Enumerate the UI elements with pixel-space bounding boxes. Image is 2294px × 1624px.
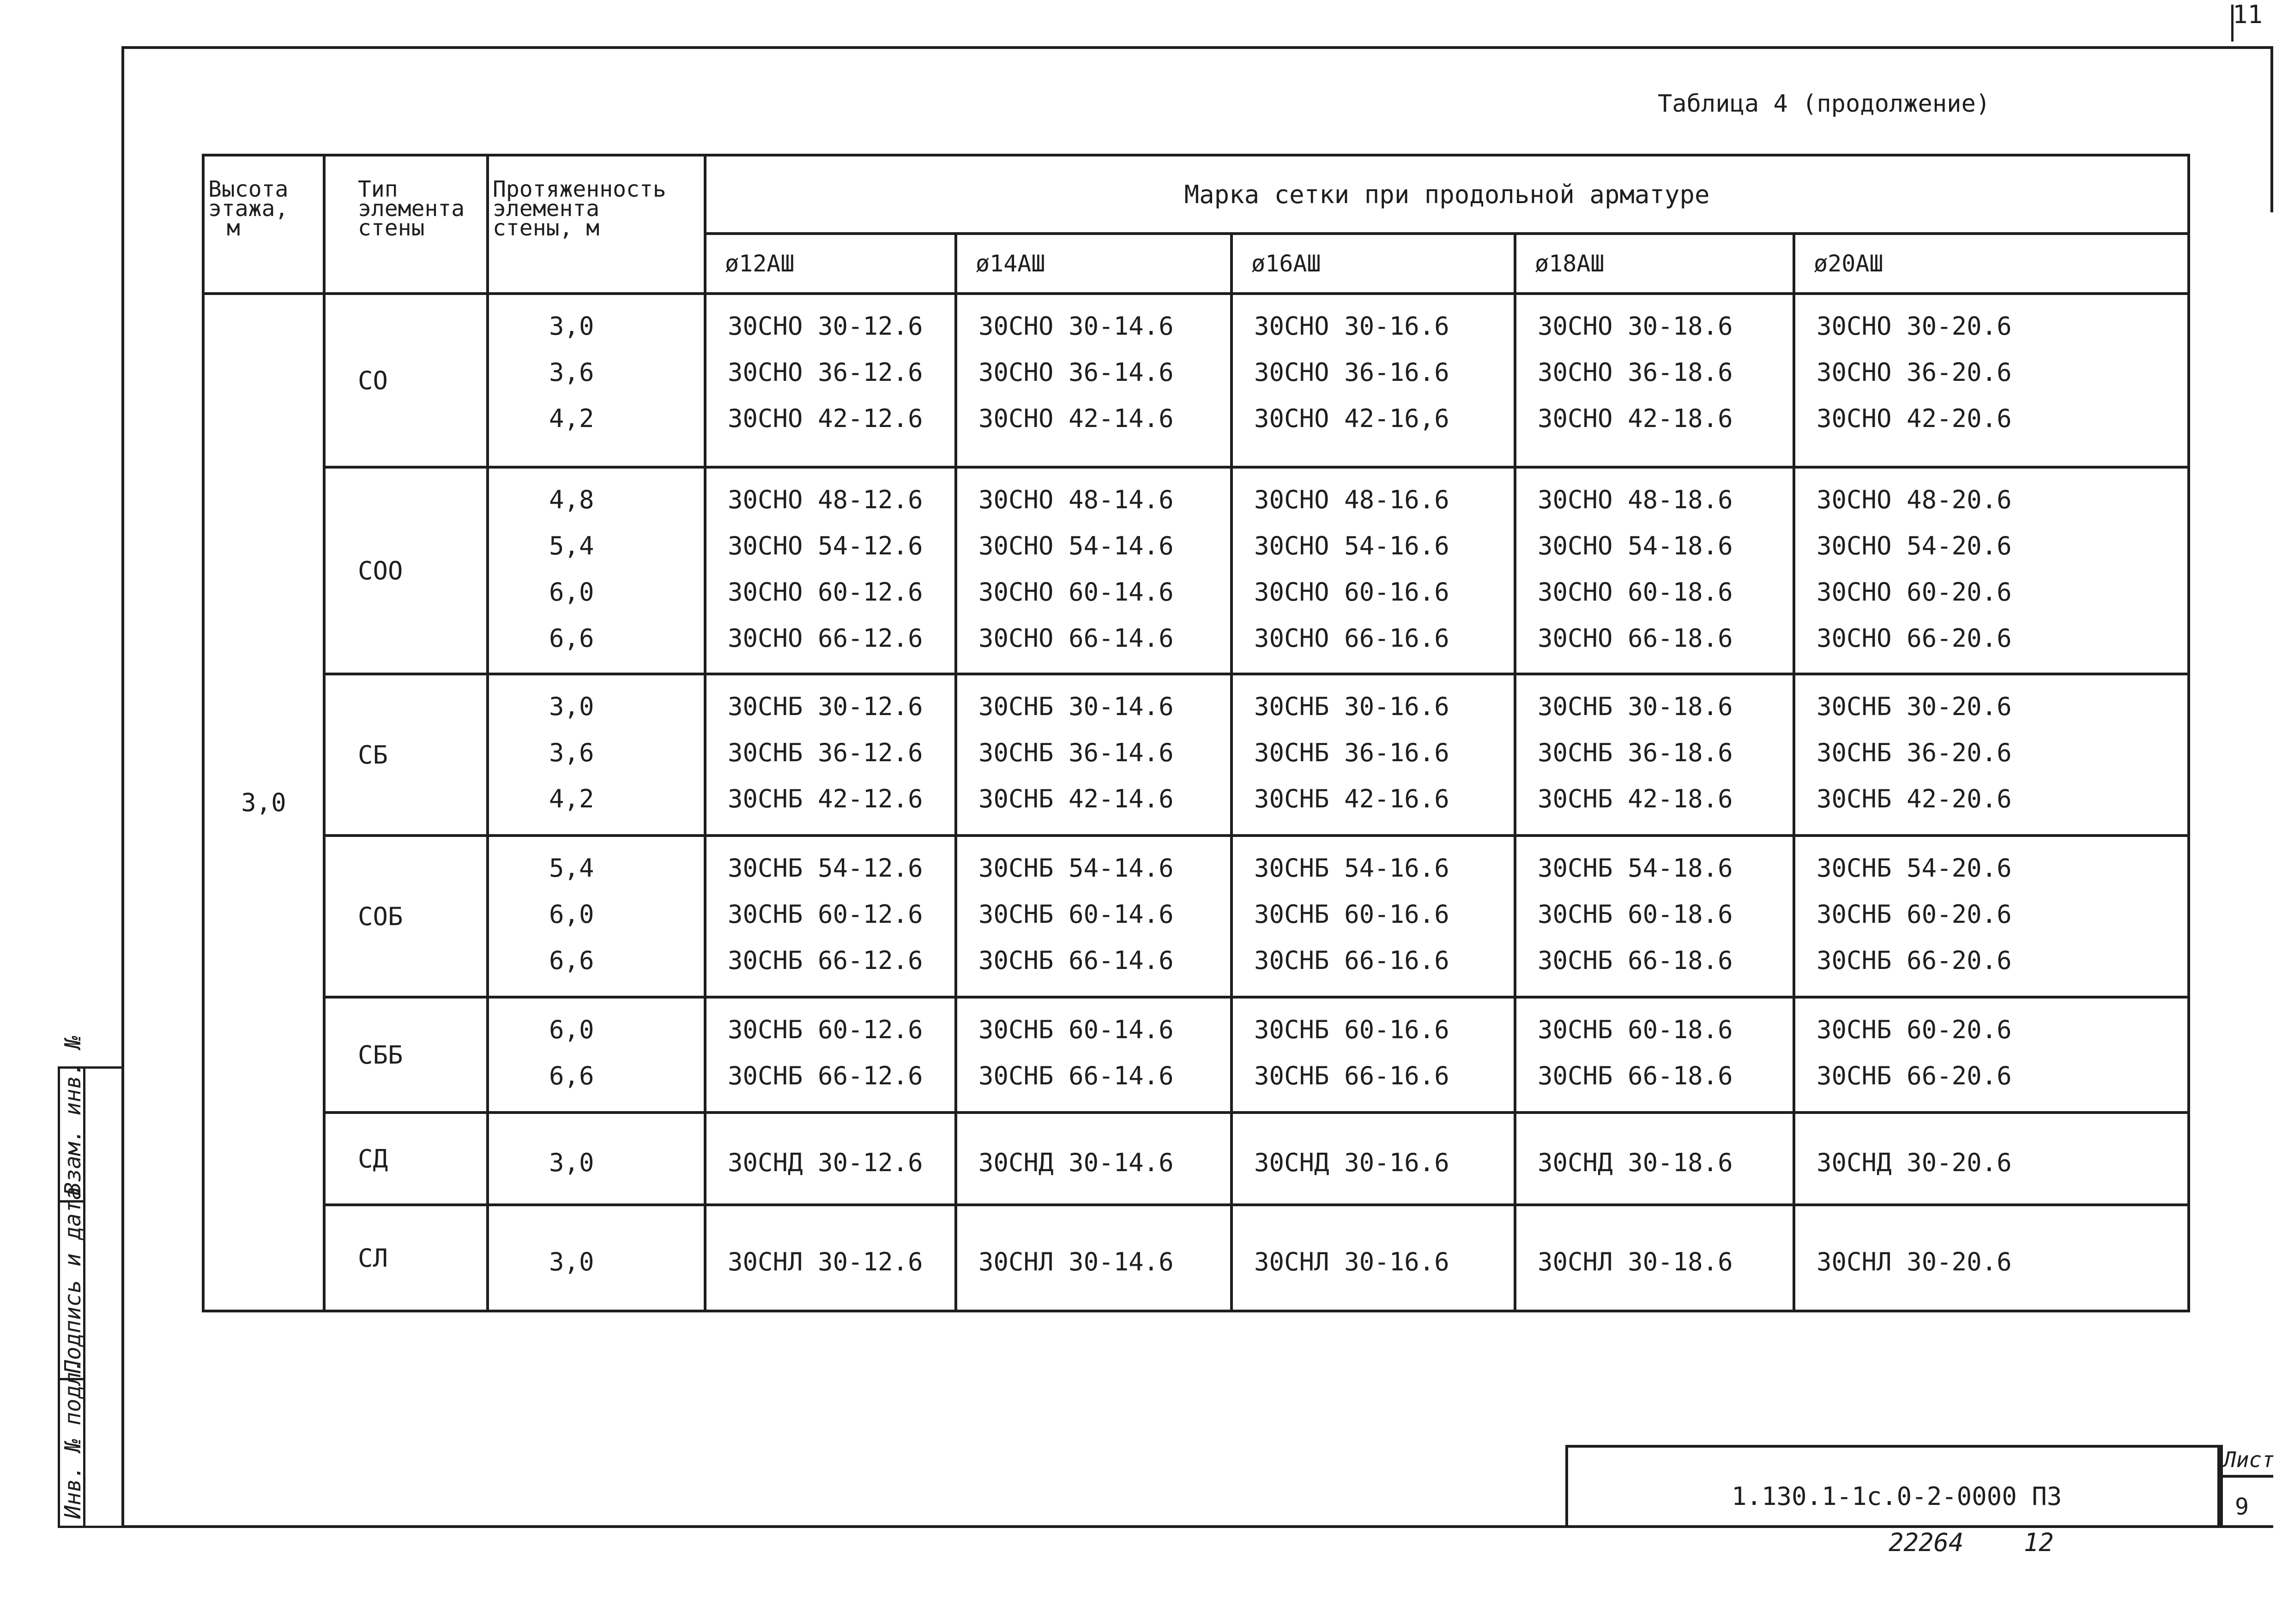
mesh-mark: 30СНО 54-12.6: [728, 531, 923, 560]
wall-type-cell: СЛ: [324, 1205, 488, 1311]
mesh-mark: 30СНБ 66-18.6: [1538, 946, 1733, 975]
header-diameter-18: ø18АШ: [1515, 234, 1794, 294]
mesh-mark: 30СНБ 42-18.6: [1538, 784, 1733, 813]
header-mesh-mark: Марка сетки при продольной арматуре: [705, 155, 2189, 234]
mesh-mark: 30СНБ 42-20.6: [1817, 784, 2012, 813]
header-diameter-20: ø20АШ: [1794, 234, 2189, 294]
wall-length-value: 6,0: [549, 1015, 594, 1044]
mesh-mark: 30СНО 42-16,6: [1254, 404, 1449, 433]
mesh-mark-cell: [1515, 997, 1794, 1113]
mesh-mark: 30СНО 54-16.6: [1254, 531, 1449, 560]
wall-length-value: 3,0: [549, 692, 594, 721]
wall-length-value: 6,6: [549, 624, 594, 653]
mesh-mark: 30СНО 60-12.6: [728, 577, 923, 607]
mesh-mark-cell: [1232, 674, 1515, 836]
mesh-mark: 30СНБ 66-14.6: [978, 1061, 1174, 1090]
mesh-mark: 30СНЛ 30-18.6: [1538, 1247, 1733, 1276]
sheet-label: Лист: [2223, 1447, 2275, 1472]
mesh-mark-cell: [1515, 467, 1794, 674]
header-diameter-16: ø16АШ: [1232, 234, 1515, 294]
header-wall-length: Протяженность элемента стены, м: [488, 155, 705, 294]
mesh-mark: 30СНД 30-18.6: [1538, 1148, 1733, 1177]
wall-length-value: 3,6: [549, 358, 594, 387]
document-code: 1.130.1-1с.0-2-0000 ПЗ: [1732, 1482, 2062, 1511]
mesh-mark: 30СНБ 60-16.6: [1254, 900, 1449, 929]
wall-length-value: 3,0: [549, 1148, 594, 1177]
mesh-mark: 30СНО 66-16.6: [1254, 624, 1449, 653]
mesh-mark: 30СНБ 36-12.6: [728, 738, 923, 767]
mesh-mark: 30СНО 66-18.6: [1538, 624, 1733, 653]
wall-length-cell: [488, 997, 705, 1113]
mesh-mark: 30СНБ 54-20.6: [1817, 854, 2012, 883]
header-floor-height: Высота этажа, м: [203, 155, 324, 294]
mesh-mark-cell: [1515, 1205, 1794, 1311]
table-row: [203, 997, 2189, 1113]
wall-length-value: 3,0: [549, 312, 594, 341]
mesh-mark: 30СНБ 66-14.6: [978, 946, 1174, 975]
wall-length-value: 4,8: [549, 485, 594, 514]
mesh-mark: 30СНБ 60-12.6: [728, 900, 923, 929]
mesh-mark: 30СНО 48-20.6: [1817, 485, 2012, 514]
mesh-mark: 30СНБ 54-18.6: [1538, 854, 1733, 883]
sheet-number: 9: [2235, 1493, 2249, 1520]
mesh-mark: 30СНО 42-20.6: [1817, 404, 2012, 433]
mesh-mark: 30СНБ 42-12.6: [728, 784, 923, 813]
mesh-mark-cell: [956, 1205, 1232, 1311]
wall-length-cell: [488, 1113, 705, 1205]
mesh-mark: 30СНЛ 30-12.6: [728, 1247, 923, 1276]
mesh-mark: 30СНД 30-20.6: [1817, 1148, 2012, 1177]
mesh-mark-cell: [956, 1113, 1232, 1205]
wall-length-value: 3,6: [549, 738, 594, 767]
mesh-mark: 30СНД 30-12.6: [728, 1148, 923, 1177]
wall-type-cell: СОБ: [324, 836, 488, 997]
mesh-mark: 30СНБ 60-20.6: [1817, 900, 2012, 929]
mesh-mark-cell: [1515, 836, 1794, 997]
mesh-mark-cell: [956, 674, 1232, 836]
frame-right-edge: [2270, 46, 2273, 212]
mesh-mark: 30СНБ 66-16.6: [1254, 946, 1449, 975]
mesh-mark: 30СНБ 36-16.6: [1254, 738, 1449, 767]
mesh-mark-cell: [1232, 467, 1515, 674]
wall-length-cell: [488, 674, 705, 836]
mesh-mark: 30СНО 42-18.6: [1538, 404, 1733, 433]
mesh-mark-cell: [1232, 997, 1515, 1113]
mesh-mark: 30СНБ 60-20.6: [1817, 1015, 2012, 1044]
table-row: [203, 674, 2189, 836]
reinforcement-mesh-table: [202, 154, 2190, 1312]
mesh-mark: 30СНБ 66-12.6: [728, 1061, 923, 1090]
mesh-mark: 30СНБ 30-12.6: [728, 692, 923, 721]
mesh-mark: 30СНБ 60-16.6: [1254, 1015, 1449, 1044]
mesh-mark: 30СНО 48-14.6: [978, 485, 1174, 514]
mesh-mark: 30СНО 60-20.6: [1817, 577, 2012, 607]
mesh-mark-cell: [1232, 1205, 1515, 1311]
sheet-divider: [2220, 1475, 2273, 1478]
wall-length-value: 6,0: [549, 577, 594, 607]
mesh-mark: 30СНБ 54-14.6: [978, 854, 1174, 883]
wall-length-value: 6,0: [549, 900, 594, 929]
mesh-mark-cell: [1232, 294, 1515, 467]
mesh-mark-cell: [1794, 1113, 2189, 1205]
table-caption: Таблица 4 (продолжение): [1658, 90, 1991, 118]
mesh-mark: 30СНО 60-16.6: [1254, 577, 1449, 607]
mesh-mark: 30СНБ 54-16.6: [1254, 854, 1449, 883]
mesh-mark-cell: [1515, 1113, 1794, 1205]
mesh-mark-cell: [1515, 674, 1794, 836]
mesh-mark: 30СНД 30-16.6: [1254, 1148, 1449, 1177]
wall-length-value: 5,4: [549, 854, 594, 883]
mesh-mark-cell: [956, 294, 1232, 467]
header-diameter-12: ø12АШ: [705, 234, 956, 294]
mesh-mark: 30СНЛ 30-16.6: [1254, 1247, 1449, 1276]
mesh-mark: 30СНБ 30-20.6: [1817, 692, 2012, 721]
wall-length-value: 6,6: [549, 1061, 594, 1090]
archive-number: 22264 12: [1889, 1528, 2054, 1557]
mesh-mark: 30СНД 30-14.6: [978, 1148, 1174, 1177]
mesh-mark-cell: [705, 467, 956, 674]
mesh-mark-cell: [1794, 836, 2189, 997]
mesh-mark: 30СНО 36-14.6: [978, 358, 1174, 387]
wall-type-cell: СД: [324, 1113, 488, 1205]
mesh-mark-cell: [1794, 467, 2189, 674]
mesh-mark: 30СНБ 60-18.6: [1538, 1015, 1733, 1044]
mesh-mark: 30СНО 66-20.6: [1817, 624, 2012, 653]
mesh-mark-cell: [956, 836, 1232, 997]
wall-length-value: 5,4: [549, 531, 594, 560]
wall-type-cell: СО: [324, 294, 488, 467]
mesh-mark: 30СНЛ 30-14.6: [978, 1247, 1174, 1276]
mesh-mark: 30СНО 30-16.6: [1254, 312, 1449, 341]
mesh-mark: 30СНО 48-16.6: [1254, 485, 1449, 514]
mesh-mark: 30СНЛ 30-20.6: [1817, 1247, 2012, 1276]
mesh-mark: 30СНО 36-12.6: [728, 358, 923, 387]
wall-length-cell: [488, 467, 705, 674]
mesh-mark: 30СНБ 36-14.6: [978, 738, 1174, 767]
mesh-mark: 30СНБ 66-12.6: [728, 946, 923, 975]
table-row: [203, 294, 2189, 467]
mesh-mark: 30СНО 30-12.6: [728, 312, 923, 341]
side-label-inv-number: Инв. № подл.: [60, 1359, 86, 1519]
mesh-mark: 30СНБ 60-14.6: [978, 1015, 1174, 1044]
wall-length-cell: [488, 1205, 705, 1311]
mesh-mark-cell: [1232, 1113, 1515, 1205]
header-wall-type: Тип элемента стены: [324, 155, 488, 294]
mesh-mark-cell: [705, 1205, 956, 1311]
mesh-mark: 30СНБ 66-18.6: [1538, 1061, 1733, 1090]
mesh-mark: 30СНО 30-14.6: [978, 312, 1174, 341]
mesh-mark: 30СНБ 36-20.6: [1817, 738, 2012, 767]
wall-length-cell: [488, 836, 705, 997]
mesh-mark: 30СНБ 42-14.6: [978, 784, 1174, 813]
mesh-mark: 30СНБ 66-20.6: [1817, 946, 2012, 975]
table-row: [203, 1113, 2189, 1205]
mesh-mark: 30СНО 30-18.6: [1538, 312, 1733, 341]
mesh-mark-cell: [1794, 674, 2189, 836]
mesh-mark: 30СНБ 42-16.6: [1254, 784, 1449, 813]
mesh-mark-cell: [705, 1113, 956, 1205]
mesh-mark-cell: [1794, 294, 2189, 467]
mesh-mark: 30СНО 54-14.6: [978, 531, 1174, 560]
mesh-mark: 30СНО 66-14.6: [978, 624, 1174, 653]
table-row: [203, 1205, 2189, 1311]
mesh-mark: 30СНБ 66-16.6: [1254, 1061, 1449, 1090]
mesh-mark: 30СНБ 36-18.6: [1538, 738, 1733, 767]
mesh-mark-cell: [705, 674, 956, 836]
corner-number: 11: [2233, 0, 2263, 29]
header-diameter-14: ø14АШ: [956, 234, 1232, 294]
mesh-mark: 30СНО 54-18.6: [1538, 531, 1733, 560]
mesh-mark: 30СНО 36-18.6: [1538, 358, 1733, 387]
mesh-mark: 30СНБ 60-14.6: [978, 900, 1174, 929]
mesh-mark-cell: [956, 467, 1232, 674]
mesh-mark: 30СНО 54-20.6: [1817, 531, 2012, 560]
wall-length-value: 4,2: [549, 784, 594, 813]
mesh-mark: 30СНБ 30-16.6: [1254, 692, 1449, 721]
wall-length-value: 6,6: [549, 946, 594, 975]
mesh-mark-cell: [705, 294, 956, 467]
mesh-mark: 30СНБ 60-12.6: [728, 1015, 923, 1044]
wall-length-value: 3,0: [549, 1247, 594, 1276]
mesh-mark: 30СНО 42-12.6: [728, 404, 923, 433]
side-label-signature: Подпись и дата: [60, 1186, 86, 1373]
mesh-mark: 30СНО 60-14.6: [978, 577, 1174, 607]
wall-type-cell: СБ: [324, 674, 488, 836]
mesh-mark-cell: [1515, 294, 1794, 467]
wall-type-cell: СББ: [324, 997, 488, 1113]
wall-length-cell: [488, 294, 705, 467]
table-row: [203, 836, 2189, 997]
mesh-mark-cell: [705, 836, 956, 997]
mesh-mark: 30СНО 42-14.6: [978, 404, 1174, 433]
mesh-mark-cell: [1794, 1205, 2189, 1311]
mesh-mark: 30СНБ 66-20.6: [1817, 1061, 2012, 1090]
mesh-mark-cell: [956, 997, 1232, 1113]
mesh-mark-cell: [705, 997, 956, 1113]
mesh-mark: 30СНО 36-20.6: [1817, 358, 2012, 387]
mesh-mark: 30СНБ 30-14.6: [978, 692, 1174, 721]
wall-length-value: 4,2: [549, 404, 594, 433]
mesh-mark: 30СНО 30-20.6: [1817, 312, 2012, 341]
table-row: [203, 467, 2189, 674]
mesh-mark: 30СНО 66-12.6: [728, 624, 923, 653]
mesh-mark: 30СНБ 60-18.6: [1538, 900, 1733, 929]
wall-type-cell: СОО: [324, 467, 488, 674]
mesh-mark: 30СНО 48-12.6: [728, 485, 923, 514]
mesh-mark: 30СНО 36-16.6: [1254, 358, 1449, 387]
mesh-mark-cell: [1232, 836, 1515, 997]
mesh-mark: 30СНО 60-18.6: [1538, 577, 1733, 607]
floor-height-cell: 3,0: [203, 294, 324, 1311]
mesh-mark: 30СНБ 54-12.6: [728, 854, 923, 883]
side-label-replacement: Взам. инв. №: [60, 1035, 86, 1196]
mesh-mark: 30СНБ 30-18.6: [1538, 692, 1733, 721]
mesh-mark-cell: [1794, 997, 2189, 1113]
mesh-mark: 30СНО 48-18.6: [1538, 485, 1733, 514]
